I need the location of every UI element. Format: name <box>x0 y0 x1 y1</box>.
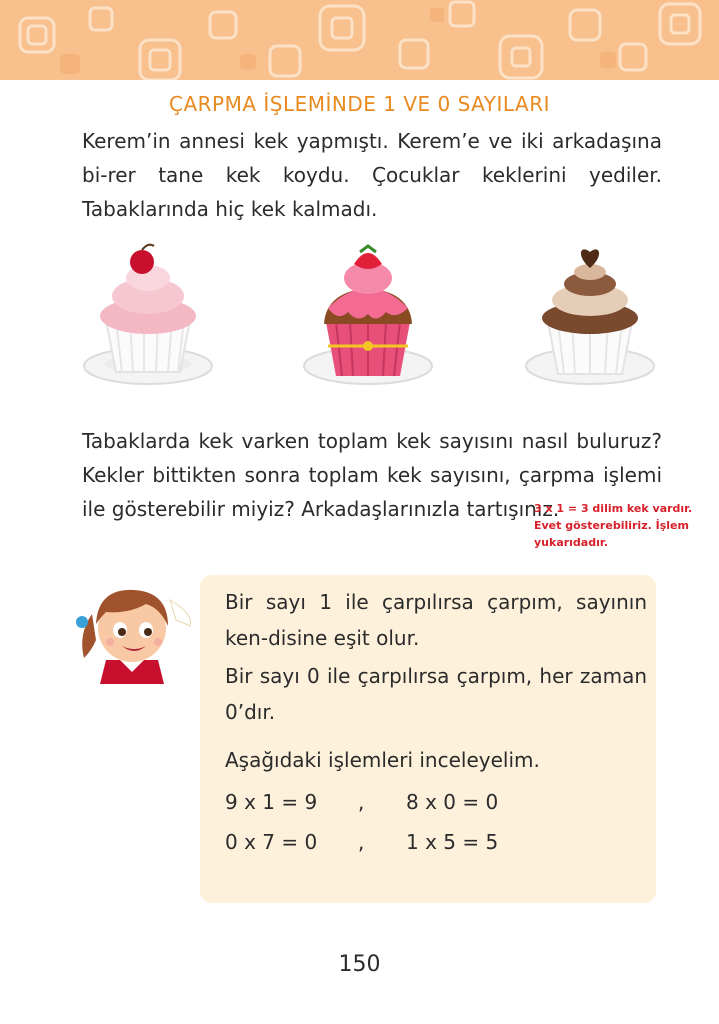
page-number: 150 <box>338 952 381 977</box>
cupcake-strawberry-icon <box>304 246 432 384</box>
rule-multiply-by-zero: Bir sayı 0 ile çarpılırsa çarpım, her zaman 0’dır. <box>225 664 647 724</box>
example-equation: 1 x 5 = 5 <box>406 830 499 854</box>
example-separator: , <box>358 790 365 814</box>
example-equation: 0 x 7 = 0 <box>225 830 318 854</box>
rule-multiply-by-one: Bir sayı 1 ile çarpılırsa çarpım, sayının ken-disine eşit olur. <box>225 590 647 650</box>
decorative-header-banner <box>0 0 719 80</box>
intro-paragraph: Kerem’in annesi kek yapmıştı. Kerem’e ve iki arkadaşına bi-rer tane kek koydu. Çocuklar keklerini yediler. Tabaklarında hiç kek kalmadı. <box>82 129 662 221</box>
page-title: ÇARPMA İŞLEMİNDE 1 VE 0 SAYILARI <box>168 92 550 116</box>
example-separator: , <box>358 830 365 854</box>
examples-instruction: Aşağıdaki işlemleri inceleyelim. <box>225 748 540 772</box>
cupcakes-illustration <box>70 238 670 398</box>
girl-character-icon <box>72 574 202 684</box>
example-equation: 8 x 0 = 0 <box>406 790 499 814</box>
handwritten-answer-note: 3 x 1 = 3 dilim kek vardır. Evet gösterebiliriz. İşlem yukarıdadır. <box>534 502 693 549</box>
cupcake-chocolate-icon <box>526 249 654 384</box>
cupcake-cherry-icon <box>84 245 212 384</box>
example-equation: 9 x 1 = 9 <box>225 790 318 814</box>
question-paragraph: Tabaklarda kek varken toplam kek sayısını nasıl buluruz? Kekler bittikten sonra toplam kek sayısını, çarpma işlemi ile gösterebilir miyiz? Arkadaşlarınızla tartışınız. <box>82 429 662 521</box>
